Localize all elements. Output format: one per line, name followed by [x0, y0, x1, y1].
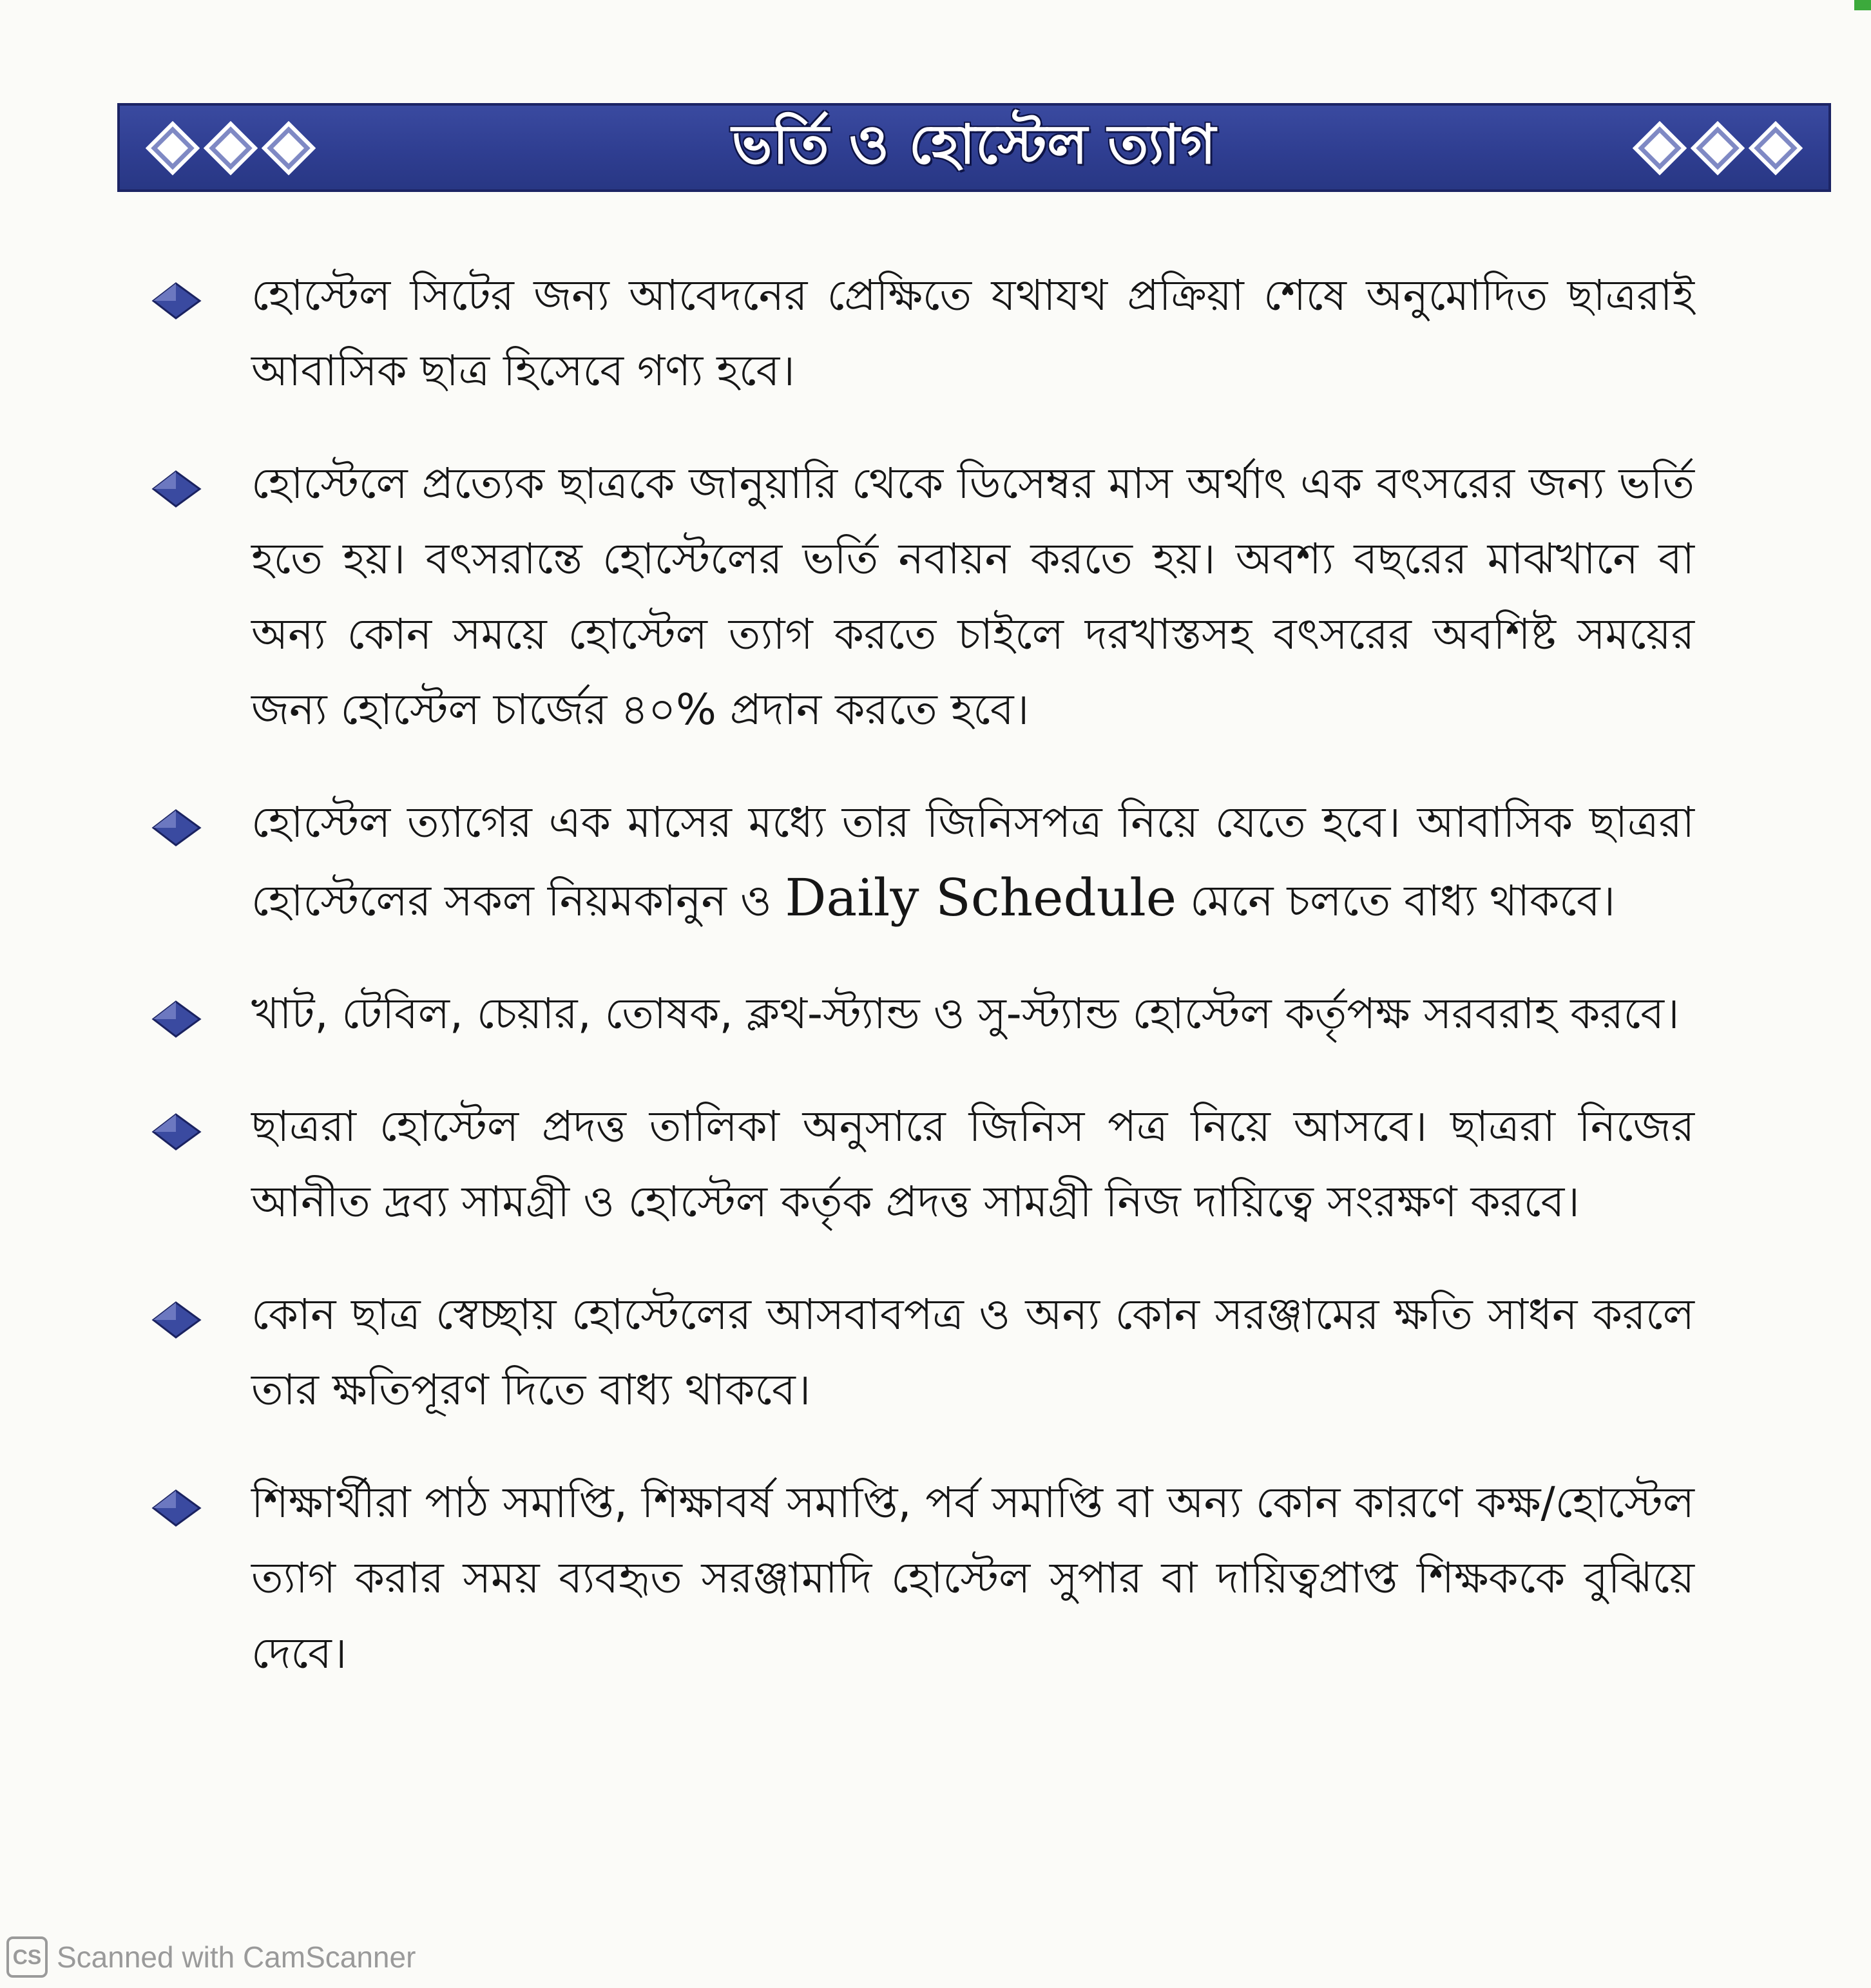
diamond-bullet-icon — [148, 1112, 204, 1152]
diamond-bullet-icon — [148, 1488, 204, 1528]
diamond-icon — [1749, 121, 1803, 175]
list-item-text-part: মেনে চলতে বাধ্য থাকবে। — [1176, 876, 1616, 926]
diamond-bullet-icon — [148, 999, 204, 1039]
rules-list — [148, 258, 1694, 1728]
left-ornament — [146, 121, 316, 175]
corner-mark — [1854, 0, 1871, 10]
list-item-text-part: হোস্টেল ত্যাগের এক মাসের মধ্যে তার জিনিসপত্র নিয়ে যেতে হবে। আবাসিক ছাত্ররা হোস্টেলের সকল নিয়মকানুন ও — [251, 798, 1694, 926]
list-item — [148, 258, 1694, 408]
list-item-text — [251, 785, 1694, 939]
diamond-icon — [146, 121, 200, 175]
list-item — [148, 1277, 1694, 1428]
list-item-text: হোস্টেলে প্রত্যেক ছাত্রকে জানুয়ারি থেকে ডিসেম্বর মাস অর্থাৎ এক বৎসরের জন্য ভর্তি হতে হয়। বৎসরান্তে হোস্টেলের ভর্তি নবায়ন করতে হয়। অবশ্য বছরের মাঝখানে বা অন্য কোন সময়ে হোস্টেল ত্যাগ করতে চাইলে দরখাস্তসহ বৎসরের অবশিষ্ট সময়ের জন্য হোস্টেল চার্জের ৪০% প্রদান করতে হবে। — [251, 459, 1694, 734]
camscanner-logo-icon: CS — [6, 1936, 48, 1978]
diamond-bullet-icon — [148, 1300, 204, 1340]
diamond-icon — [1633, 121, 1687, 175]
diamond-icon — [262, 121, 316, 175]
list-item — [148, 446, 1694, 747]
watermark-text: Scanned with CamScanner — [57, 1940, 416, 1974]
title-banner — [117, 103, 1831, 192]
diamond-bullet-icon — [148, 469, 204, 509]
page-title: ভর্তি ও হোস্টেল ত্যাগ — [731, 112, 1217, 176]
list-item — [148, 1465, 1694, 1691]
list-item — [148, 1089, 1694, 1239]
diamond-bullet-icon — [148, 808, 204, 848]
diamond-icon — [1691, 121, 1745, 175]
list-item-text: খাট, টেবিল, চেয়ার, তোষক, ক্লথ-স্ট্যান্ড ও সু-স্ট্যান্ড হোস্টেল কর্তৃপক্ষ সরবরাহ করবে। — [251, 989, 1680, 1038]
list-item-text: কোন ছাত্র স্বেচ্ছায় হোস্টেলের আসবাবপত্র ও অন্য কোন সরঞ্জামের ক্ষতি সাধন করলে তার ক্ষতিপূরণ দিতে বাধ্য থাকবে। — [251, 1290, 1694, 1415]
list-item-text: শিক্ষার্থীরা পাঠ সমাপ্তি, শিক্ষাবর্ষ সমাপ্তি, পর্ব সমাপ্তি বা অন্য কোন কারণে কক্ষ/হোস্টেল ত্যাগ করার সময় ব্যবহৃত সরঞ্জামাদি হোস্টেল সুপার বা দায়িত্বপ্রাপ্ত শিক্ষককে বুঝিয়ে দেবে। — [251, 1478, 1694, 1678]
diamond-icon — [204, 121, 258, 175]
list-item — [148, 976, 1694, 1051]
diamond-bullet-icon — [148, 281, 204, 321]
scanner-watermark — [6, 1931, 416, 1983]
list-item — [148, 785, 1694, 939]
list-item-text: হোস্টেল সিটের জন্য আবেদনের প্রেক্ষিতে যথাযথ প্রক্রিয়া শেষে অনুমোদিত ছাত্ররাই আবাসিক ছাত্র হিসেবে গণ্য হবে। — [251, 271, 1694, 396]
daily-schedule-term: Daily Schedule — [785, 868, 1177, 928]
right-ornament — [1633, 121, 1803, 175]
list-item-text: ছাত্ররা হোস্টেল প্রদত্ত তালিকা অনুসারে জিনিস পত্র নিয়ে আসবে। ছাত্ররা নিজের আনীত দ্রব্য সামগ্রী ও হোস্টেল কর্তৃক প্রদত্ত সামগ্রী নিজ দায়িত্বে সংরক্ষণ করবে। — [251, 1102, 1694, 1227]
